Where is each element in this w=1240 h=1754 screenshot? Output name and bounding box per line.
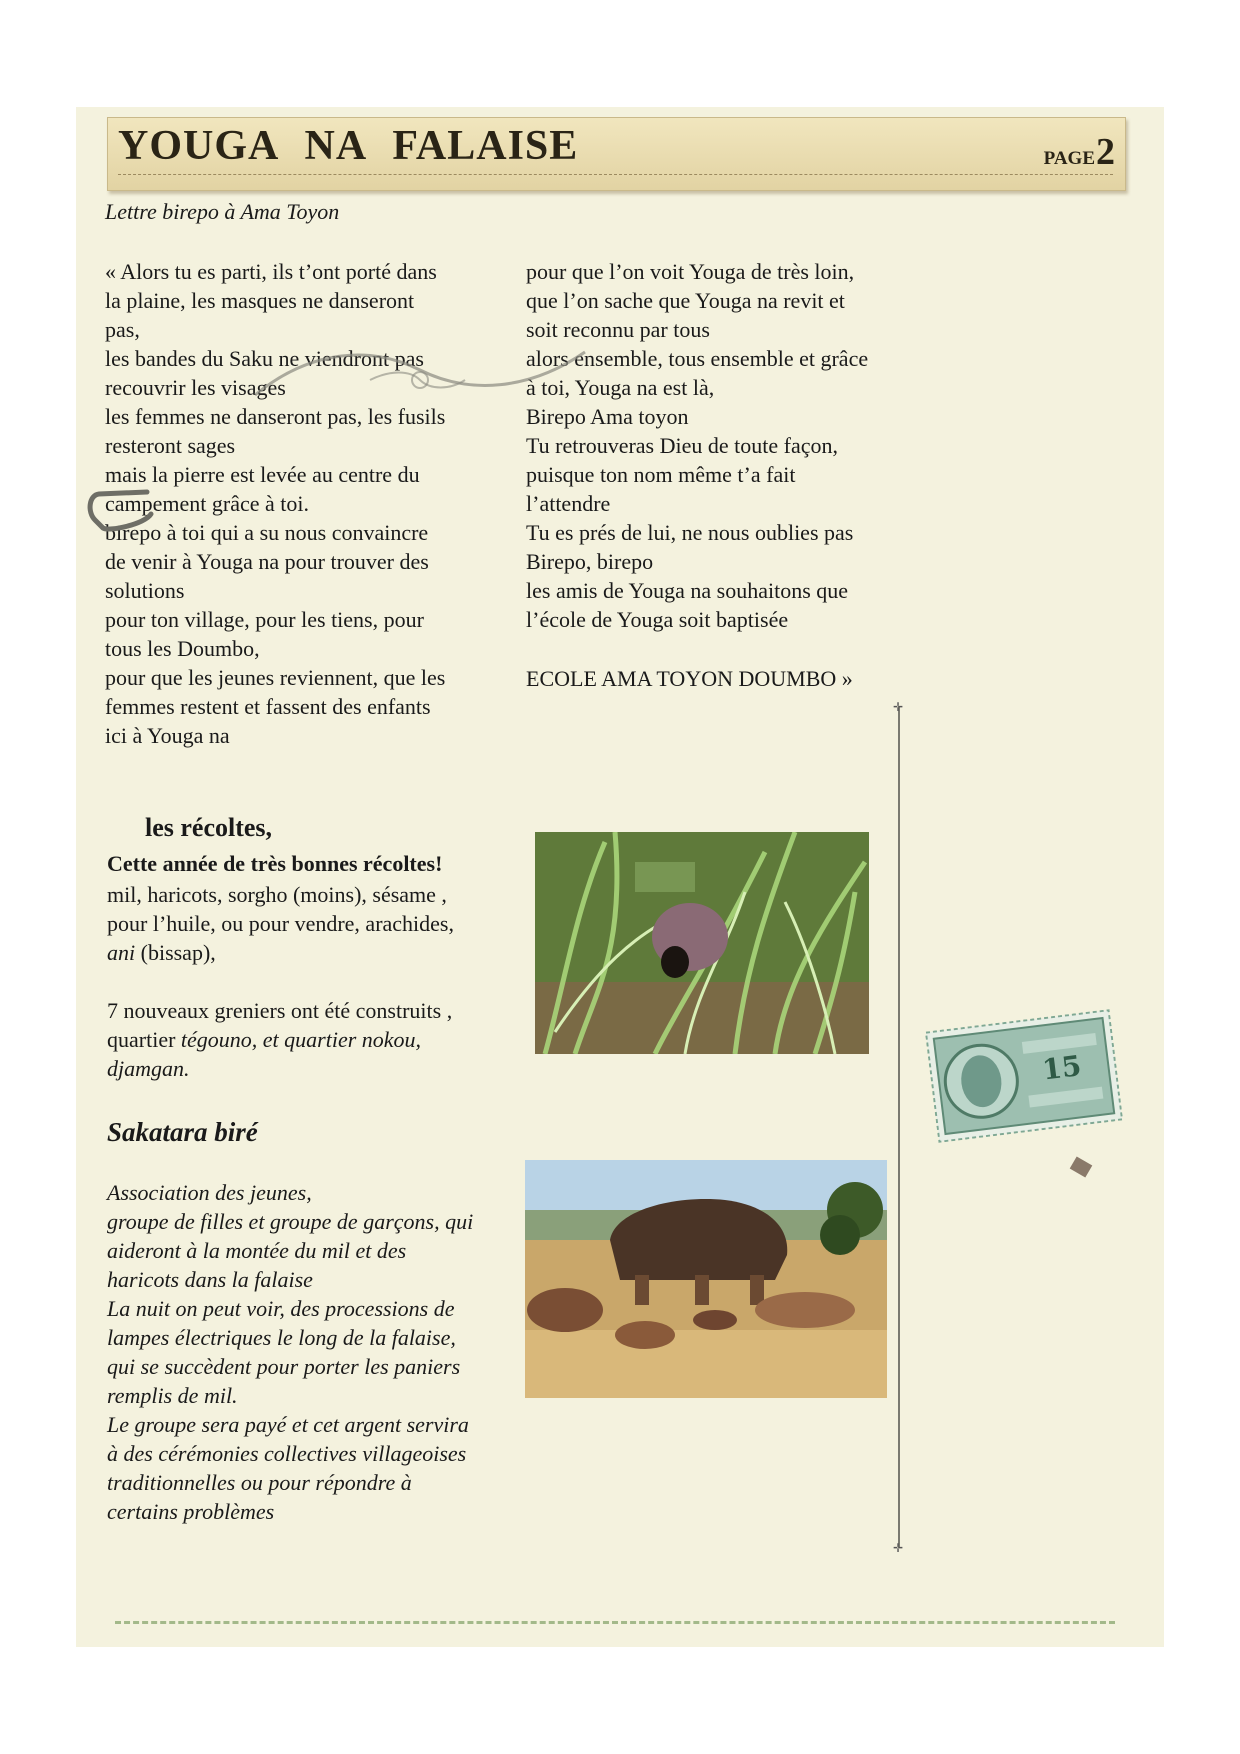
letter-line: Birepo, birepo (526, 549, 654, 574)
sakatara-line: Le groupe sera payé et cet argent servira (107, 1412, 469, 1437)
recoltes-heading: les récoltes, (145, 813, 273, 842)
recoltes-line: mil, haricots, sorgho (moins), sésame , (107, 882, 447, 907)
letter-line: birepo à toi qui a su nous convaincre (105, 520, 429, 545)
greniers-text (107, 996, 452, 1083)
greniers-line (107, 1025, 452, 1054)
letter-line: « Alors tu es parti, ils t’ont porté dans (105, 259, 437, 284)
letter-line: l’école de Youga soit baptisée (526, 607, 789, 632)
letter-line: les amis de Youga na souhaitons que (526, 578, 849, 603)
recoltes-lead: Cette année de très bonnes récoltes! (107, 851, 443, 876)
page-label: PAGE (1043, 148, 1095, 169)
letter-line: pour ton village, pour les tiens, pour (105, 607, 424, 632)
banner-rule (118, 174, 1113, 175)
letter-line: de venir à Youga na pour trouver des (105, 549, 429, 574)
page-indicator (1044, 130, 1115, 174)
letter-line: puisque ton nom même t’a fait (526, 462, 796, 487)
divider-cap-top-icon (893, 700, 903, 706)
sakatara-line: qui se succèdent pour porter les paniers (107, 1354, 461, 1379)
letter-line: à toi, Youga na est là, (526, 375, 715, 400)
greniers-line: 7 nouveaux greniers ont été construits , (107, 998, 453, 1023)
letter-line: l’attendre (526, 491, 611, 516)
letter-line: pas, (105, 317, 140, 342)
sakatara-line: à des cérémonies collectives villageoises (107, 1441, 467, 1466)
letter-line: Birepo Ama toyon (526, 404, 689, 429)
sakatara-line: La nuit on peut voir, des processions de (107, 1296, 455, 1321)
letter-line: campement grâce à toi. (105, 491, 310, 516)
bottom-rule (115, 1621, 1115, 1624)
letter-line: que l’on sache que Youga na revit et (526, 288, 845, 313)
sakatara-line: haricots dans la falaise (107, 1267, 313, 1292)
letter-line: Tu retrouveras Dieu de toute façon, (526, 433, 838, 458)
recoltes-list (107, 880, 454, 967)
greniers-quarters: tégouno, et quartier nokou, (180, 1027, 422, 1052)
letter-line: Tu es prés de lui, ne nous oublies pas (526, 520, 854, 545)
sakatara-line: certains problèmes (107, 1499, 275, 1524)
ani-word: ani (107, 940, 136, 965)
letter-line: femmes restent et fassent des enfants (105, 694, 431, 719)
letter-line: alors ensemble, tous ensemble et grâce (526, 346, 869, 371)
sakatara-heading: Sakatara biré (107, 1117, 258, 1147)
letter-line: pour que les jeunes reviennent, que les (105, 665, 446, 690)
sakatara-line: Association des jeunes, (107, 1180, 312, 1205)
letter-line: recouvrir les visages (105, 375, 286, 400)
divider-cap-bottom-icon (893, 1541, 903, 1547)
letter-line: solutions (105, 578, 185, 603)
letter-left-column (105, 257, 445, 750)
recoltes-line-ani (107, 938, 454, 967)
recoltes-line: pour l’huile, ou pour vendre, arachides, (107, 911, 454, 936)
paperclip-icon (85, 484, 155, 534)
column-divider (898, 706, 900, 1548)
letter-title: Lettre birepo à Ama Toyon (105, 199, 340, 224)
postage-stamp (925, 1009, 1123, 1143)
sakatara-line: groupe de filles et groupe de garçons, qui (107, 1209, 474, 1234)
letter-line: la plaine, les masques ne danseront (105, 288, 415, 313)
page-number: 2 (1096, 131, 1115, 173)
sakatara-line: remplis de mil. (107, 1383, 238, 1408)
letter-line: pour que l’on voit Youga de très loin, (526, 259, 855, 284)
greniers-line: djamgan. (107, 1056, 190, 1081)
sakatara-line: aideront à la montée du mil et des (107, 1238, 407, 1263)
letter-signature: ECOLE AMA TOYON DOUMBO » (526, 666, 853, 691)
ani-rest: (bissap), (135, 940, 216, 965)
letter-line: tous les Doumbo, (105, 636, 260, 661)
letter-line: ici à Youga na (105, 723, 230, 748)
header-banner (107, 117, 1126, 191)
sakatara-text (107, 1178, 473, 1526)
newsletter-title: YOUGA NA FALAISE (118, 123, 579, 169)
greniers-prefix: quartier (107, 1027, 181, 1052)
stamp-value: 15 (1040, 1049, 1084, 1087)
letter-right-column (526, 257, 868, 634)
swirl-ornament-icon (250, 340, 590, 410)
harvest-photo (535, 832, 869, 1054)
letter-line: les bandes du Saku ne viendront pas (105, 346, 424, 371)
sakatara-line: lampes électriques le long de la falaise, (107, 1325, 456, 1350)
letter-line: resteront sages (105, 433, 236, 458)
letter-line: soit reconnu par tous (526, 317, 710, 342)
granary-photo (525, 1160, 887, 1398)
sakatara-line: traditionnelles ou pour répondre à (107, 1470, 412, 1495)
letter-line: mais la pierre est levée au centre du (105, 462, 420, 487)
letter-line: les femmes ne danseront pas, les fusils (105, 404, 446, 429)
